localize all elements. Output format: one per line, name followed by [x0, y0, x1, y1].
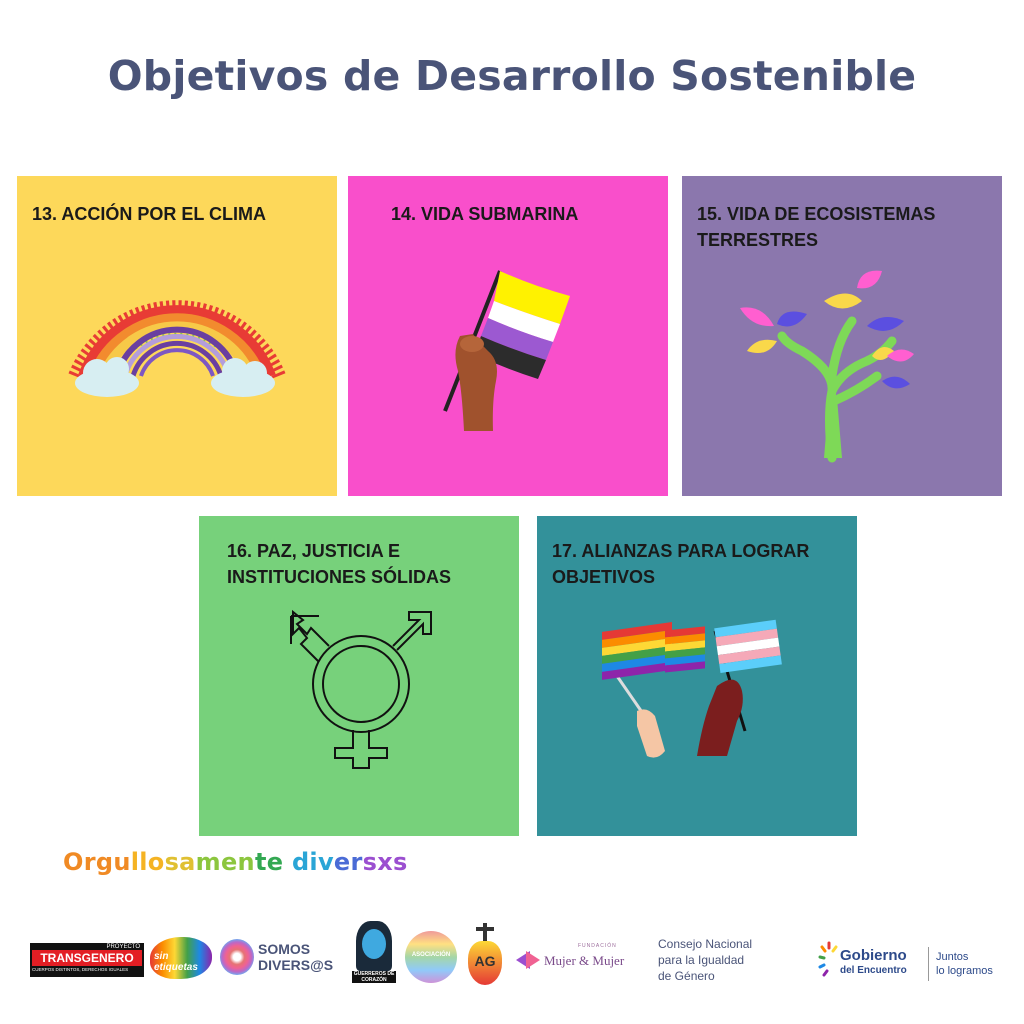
tagline-part: te [254, 848, 292, 876]
card-13-climate-action [17, 176, 337, 496]
tagline-part: sxs [362, 848, 408, 876]
card-14-life-below-water [348, 176, 668, 496]
card-16-peace-justice [199, 516, 519, 836]
somos-diversos-logo: SOMOS DIVERS@S [220, 935, 320, 981]
card-17-label: 17. ALIANZAS PARA LOGRAR OBJETIVOS [552, 541, 810, 587]
mujer-mujer-logo: FUNDACIÓN Mujer & Mujer [516, 941, 626, 977]
tagline-part: men [195, 848, 255, 876]
tagline-part: er [333, 848, 363, 876]
page-title: Objetivos de Desarrollo Sostenible [107, 52, 917, 100]
card-15-life-on-land [682, 176, 1002, 496]
proyecto-transgenero-logo: PROYECTO TRANSGENERO CUERPOS DISTINTOS, DERECHOS IGUALES [30, 943, 144, 977]
church-logo: AG [466, 923, 504, 989]
guerreros-logo: GUERREROS DE CORAZÓN [352, 921, 396, 989]
tagline-part: sa [164, 848, 196, 876]
asociacion-logo: ASOCIACIÓN [405, 931, 457, 983]
card-17-partnerships [537, 516, 857, 836]
gobierno-logo: Gobierno del Encuentro Juntos lo logramos [818, 935, 1008, 989]
consejo-nacional-logo: Consejo Nacional para la Igualdad de Género [658, 937, 753, 983]
card-13-label: 13. ACCIÓN POR EL CLIMA [32, 204, 267, 224]
sin-etiquetas-logo: sin etiquetas [150, 933, 212, 983]
card-16-label: 16. PAZ, JUSTICIA E INSTITUCIONES SÓLIDAS [227, 541, 452, 587]
tagline-part: Orgu [63, 848, 131, 876]
card-15-label: 15. VIDA DE ECOSISTEMAS TERRESTRES [697, 204, 936, 250]
nonbinary-flag-icon [348, 176, 668, 496]
transgender-symbol-icon [199, 516, 519, 836]
pride-flags-icon [537, 516, 857, 836]
tree-icon [682, 176, 1002, 496]
tagline-part: div [291, 848, 334, 876]
card-14-label: 14. VIDA SUBMARINA [391, 204, 579, 224]
tagline-part: llo [130, 848, 165, 876]
sunburst-icon [818, 939, 840, 979]
rainbow-icon [17, 176, 337, 496]
tagline [63, 848, 408, 876]
partner-logos [0, 915, 1024, 1005]
